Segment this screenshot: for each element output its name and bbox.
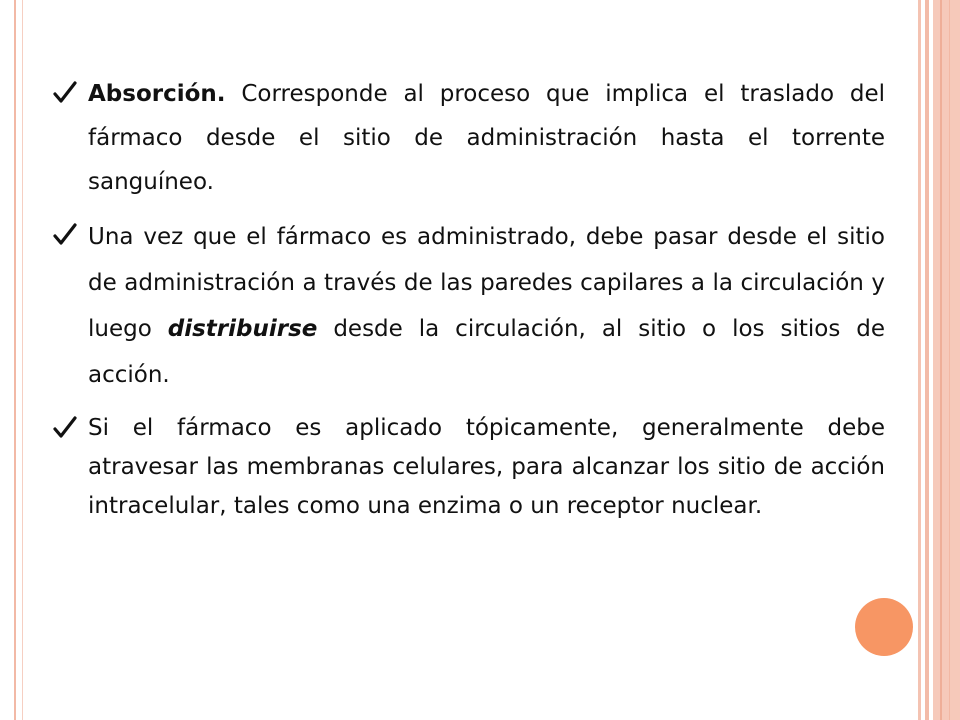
bullet-lead: Absorción. [88, 81, 226, 107]
bullet-body: Corresponde al proceso que implica el traslado del fármaco desde el sitio de administración hasta el torrente sanguíneo. [88, 81, 885, 195]
right-border-stripe [918, 0, 921, 720]
bullet-text: Si el fármaco es aplicado tópicamente, generalmente debe atravesar las membranas celulares, para alcanzar los sitio de acción intracelular, tales como una enzima o un receptor nuclear. [88, 415, 885, 519]
bullet-text [88, 72, 885, 204]
bullet-body-start: Una vez que el fármaco es administrado, debe pasar desde el sitio de administración a través de las paredes capilares a la circulación y luego [88, 224, 885, 342]
decorative-circle [855, 598, 913, 656]
right-border-band [933, 0, 960, 720]
right-border-stripe [925, 0, 929, 720]
bullet-emphasis: distribuirse [167, 316, 318, 342]
right-border-stripe [940, 0, 942, 720]
checkmark-icon [52, 222, 78, 252]
right-border-stripe [949, 0, 950, 720]
checkmark-icon [52, 80, 78, 110]
checkmark-icon [52, 415, 78, 445]
bullet-body-end: desde la circulación, al sitio o los sitios de acción. [88, 316, 885, 388]
bullet-text [88, 214, 885, 398]
left-border-line [14, 0, 16, 720]
left-border-line-inner [22, 0, 23, 720]
